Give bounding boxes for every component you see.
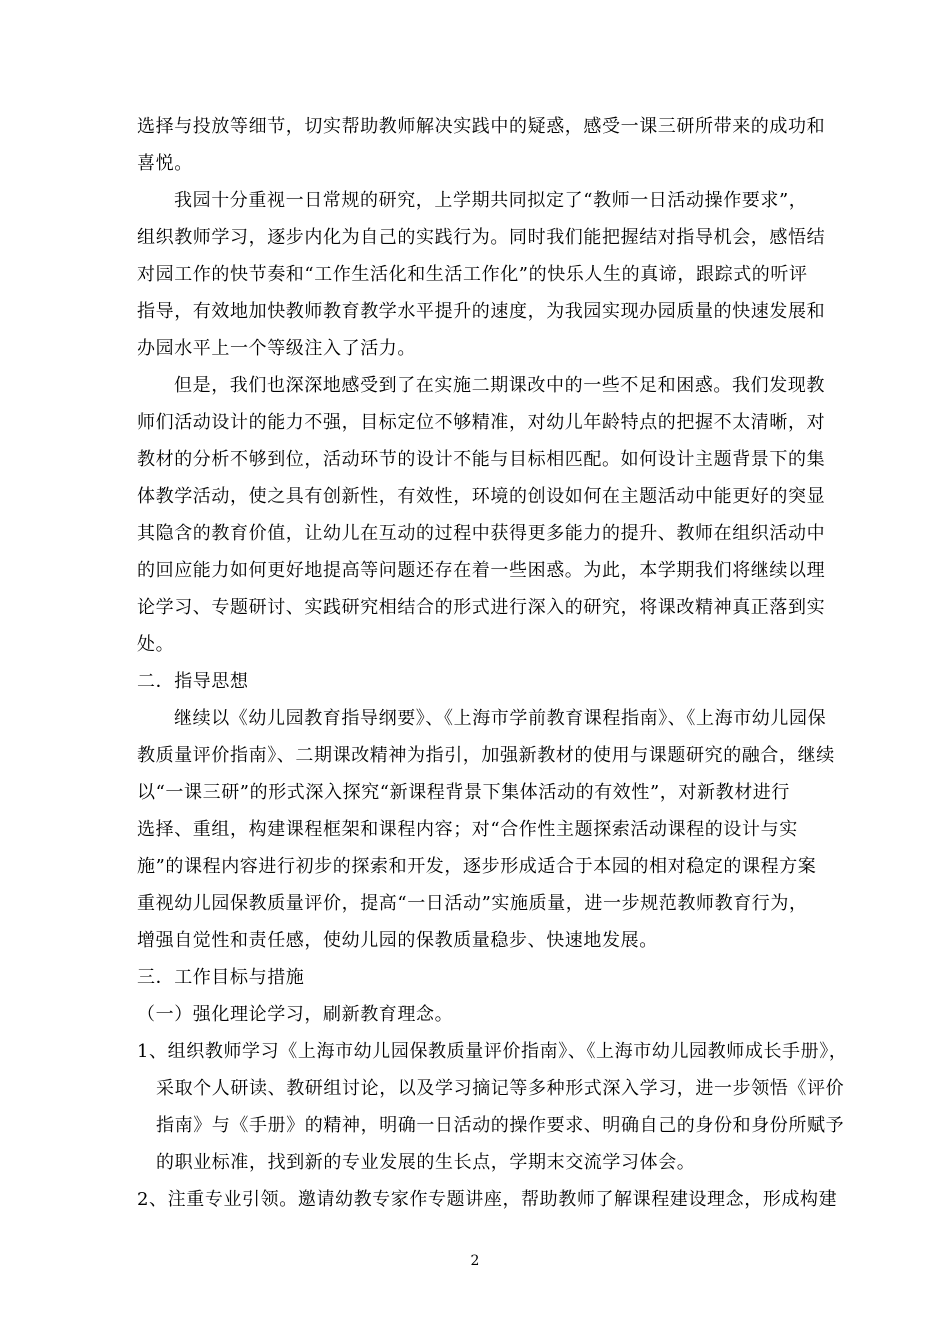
- text-line: 选择与投放等细节，切实帮助教师解决实践中的疑惑，感受一课三研所带来的成功和: [137, 116, 826, 137]
- text-line: 采取个人研读、教研组讨论，以及学习摘记等多种形式深入学习，进一步领悟《评价: [156, 1078, 845, 1099]
- subsection-heading: （一）强化理论学习，刷新教育理念。: [137, 1004, 454, 1025]
- text-line: 处。: [137, 634, 175, 655]
- text-line: 施”的课程内容进行初步的探索和开发，逐步形成适合于本园的相对稳定的课程方案: [137, 856, 817, 877]
- text-line: 办园水平上一个等级注入了活力。: [137, 338, 416, 359]
- text-line: 但是，我们也深深地感受到了在实施二期课改中的一些不足和困惑。我们发现教: [174, 375, 825, 396]
- text-line: 论学习、专题研讨、实践研究相结合的形式进行深入的研究，将课改精神真正落到实: [137, 597, 826, 618]
- page-number: 2: [470, 1253, 480, 1269]
- text-line: 体教学活动，使之具有创新性，有效性，环境的创设如何在主题活动中能更好的突显: [137, 486, 826, 507]
- section-heading: 二．指导思想: [137, 671, 249, 692]
- text-line: 选择、重组，构建课程框架和课程内容；对“合作性主题探索活动课程的设计与实: [137, 819, 798, 840]
- text-line: 师们活动设计的能力不强，目标定位不够精准，对幼儿年龄特点的把握不太清晰，对: [137, 412, 826, 433]
- text-line: 喜悦。: [137, 153, 193, 174]
- text-line: 以“一课三研”的形式深入探究“新课程背景下集体活动的有效性”，对新教材进行: [137, 782, 791, 803]
- text-line: 其隐含的教育价值，让幼儿在互动的过程中获得更多能力的提升、教师在组织活动中: [137, 523, 826, 544]
- text-line: 指导，有效地加快教师教育教学水平提升的速度，为我园实现办园质量的快速发展和: [137, 301, 826, 322]
- text-line: 继续以《幼儿园教育指导纲要》、《上海市学前教育课程指南》、《上海市幼儿园保: [174, 708, 827, 729]
- text-line: 教材的分析不够到位，活动环节的设计不能与目标相匹配。如何设计主题背景下的集: [137, 449, 826, 470]
- text-line: 组织教师学习，逐步内化为自己的实践行为。同时我们能把握结对指导机会，感悟结: [137, 227, 826, 248]
- text-line: 对园工作的快节奏和“工作生活化和生活工作化”的快乐人生的真谛，跟踪式的听评: [137, 264, 808, 285]
- text-line: 指南》与《手册》的精神，明确一日活动的操作要求、明确自己的身份和身份所赋予: [156, 1115, 845, 1136]
- text-line: 增强自觉性和责任感，使幼儿园的保教质量稳步、快速地发展。: [137, 930, 658, 951]
- text-line: 教质量评价指南》、二期课改精神为指引，加强新教材的使用与课题研究的融合，继续: [137, 745, 835, 766]
- section-heading: 三．工作目标与措施: [137, 967, 305, 988]
- text-line: 重视幼儿园保教质量评价，提高“一日活动”实施质量，进一步规范教师教育行为，: [137, 893, 808, 914]
- list-item: 1、组织教师学习《上海市幼儿园保教质量评价指南》、《上海市幼儿园教师成长手册》，: [137, 1041, 848, 1062]
- text-line: 的回应能力如何更好地提高等问题还存在着一些困惑。为此，本学期我们将继续以理: [137, 560, 826, 581]
- text-line: 我园十分重视一日常规的研究，上学期共同拟定了“教师一日活动操作要求”，: [174, 190, 808, 211]
- text-line: 的职业标准，找到新的专业发展的生长点，学期末交流学习体会。: [156, 1152, 696, 1173]
- list-item: 2、注重专业引领。邀请幼教专家作专题讲座，帮助教师了解课程建设理念，形成构建: [137, 1189, 838, 1210]
